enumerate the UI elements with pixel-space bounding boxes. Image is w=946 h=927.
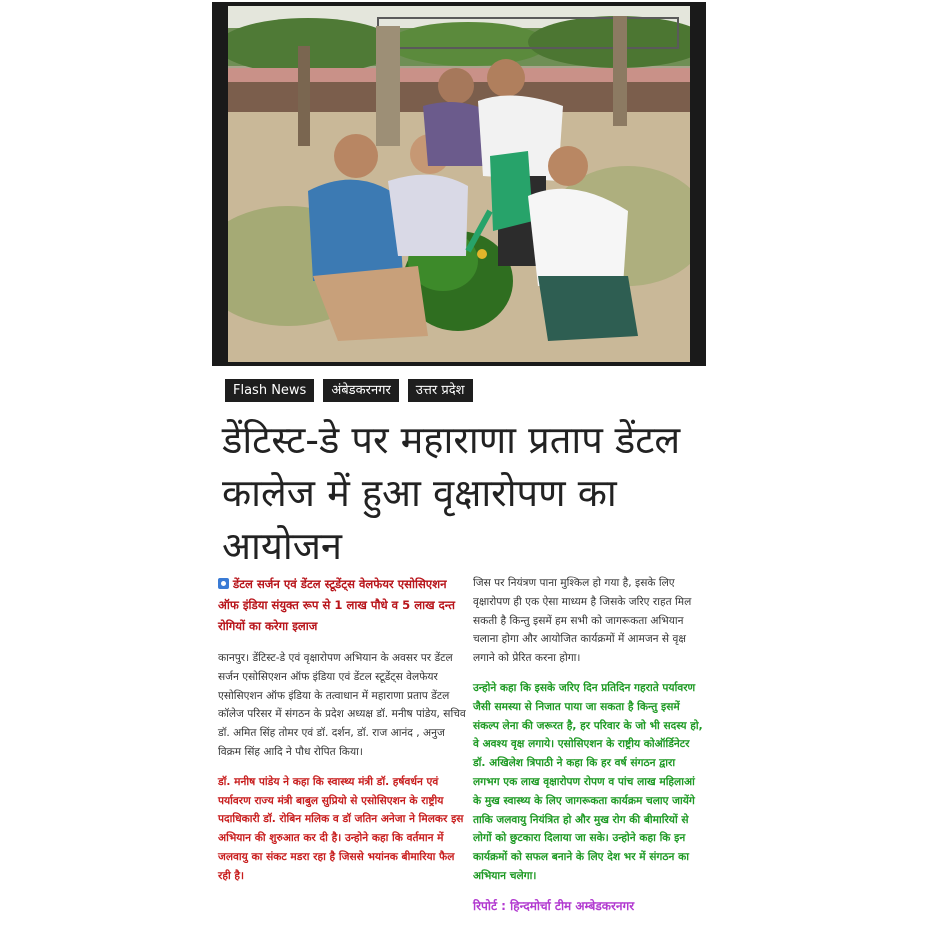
bullet-icon — [218, 578, 229, 589]
news-photo — [212, 2, 706, 366]
article-headline: डेंटिस्ट-डे पर महाराणा प्रताप डेंटल कालेज में हुआ वृक्षारोपण का आयोजन — [222, 418, 681, 568]
category-tags — [225, 379, 473, 402]
continuation-paragraph: जिस पर नियंत्रण पाना मुश्किल हो गया है, इसके लिए वृक्षारोपण ही एक ऐसा माध्यम है जिसके जरिए राहत मिल सकती है किन्तु इसमें हम सभी को जागरूकता अभियान चलाना होगा और आयोजित कार्यक्रमों में आमजन से वृक्ष लगाने को प्रेरित करना होगा। — [473, 577, 692, 665]
tag-ambedkarnagar[interactable]: अंबेडकरनगर — [323, 379, 398, 402]
tree-planting-photo-illustration — [228, 6, 690, 362]
quote-paragraph-green: उन्होने कहा कि इसके जरिए दिन प्रतिदिन गहराते पर्यावरण जैसी समस्या से निजात पाया जा सकता है किन्तु इसमें संकल्प लेना की जरूरत है, हर परिवार के जो भी सदस्य हो, वे अवश्य वृक्ष लगाये। एसोसिएशन के राष्ट्रीय कोऑर्डिनेटर डॉ. अखिलेश त्रिपाठी ने कहा कि हर वर्ष संगठन द्वारा लगभग एक लाख वृक्षारोपण रोपण व पांच लाख महिलाआं के मुख स्वास्थ्य के लिए जागरूकता कार्यक्रम चलाए जायेंगे ताकि जलवायु नियंत्रित हो और मुख रोग की बीमारियों से लोगों को छुटकारा दिलाया जा सके। उन्होने कहा कि इन कार्यक्रमों को सफल बनाने के लिए देश भर में संगठन का अभियान चलेगा। — [473, 681, 703, 882]
report-credit: रिपोर्ट : हिन्दमोर्चा टीम अम्बेडकरनगर — [473, 898, 635, 913]
quote-paragraph-red: डॉ. मनीष पांडेय ने कहा कि स्वास्थ्य मंत्री डॉ. हर्षवर्धन एवं पर्यावरण राज्य मंत्री बाबुल सुप्रियो से एसोसिएशन के राष्ट्रीय पदाधिकारी डॉ. रोबिन मलिक व डॉ जतिन अनेजा ने मिलकर इस अभियान की शुरुआत कर दी है। उन्होने कहा कि वर्तमान में जलवायु का संकट मडरा रहा है जिससे भयांनक बीमारिया फैल रही है। — [218, 775, 464, 882]
article-left-column — [218, 574, 466, 897]
lead-paragraph — [218, 574, 466, 637]
article-right-column — [473, 574, 704, 927]
lead-text: डेंटल सर्जन एवं डेंटल स्टूडेंट्स वेलफेयर एसोसिएशन ऑफ इंडिया संयुक्त रूप से 1 लाख पौधे व 5 लाख दन्त रोगियों का करेगा इलाज — [218, 577, 455, 633]
tag-uttar-pradesh[interactable]: उत्तर प्रदेश — [408, 379, 473, 402]
intro-paragraph: कानपुर। डेंटिस्ट-डे एवं वृक्षारोपण अभियान के अवसर पर डेंटल सर्जन एसोसिएशन ऑफ इंडिया एवं डेंटल स्टूडेंट्स वेलफेयर एसोसिएशन ऑफ इंडिया के तत्वाधान में महाराणा प्रताप डेंटल कॉलेज परिसर में संगठन के प्रदेश अध्यक्ष डॉ. मनीष पांडेय, सचिव डॉ. अमित सिंह तोमर एवं डॉ. दर्शन, डॉ. राज आनंद , अनुज विक्रम सिंह आदि ने पौध रोपित किया। — [218, 652, 466, 758]
tag-flash-news[interactable]: Flash News — [225, 379, 314, 402]
